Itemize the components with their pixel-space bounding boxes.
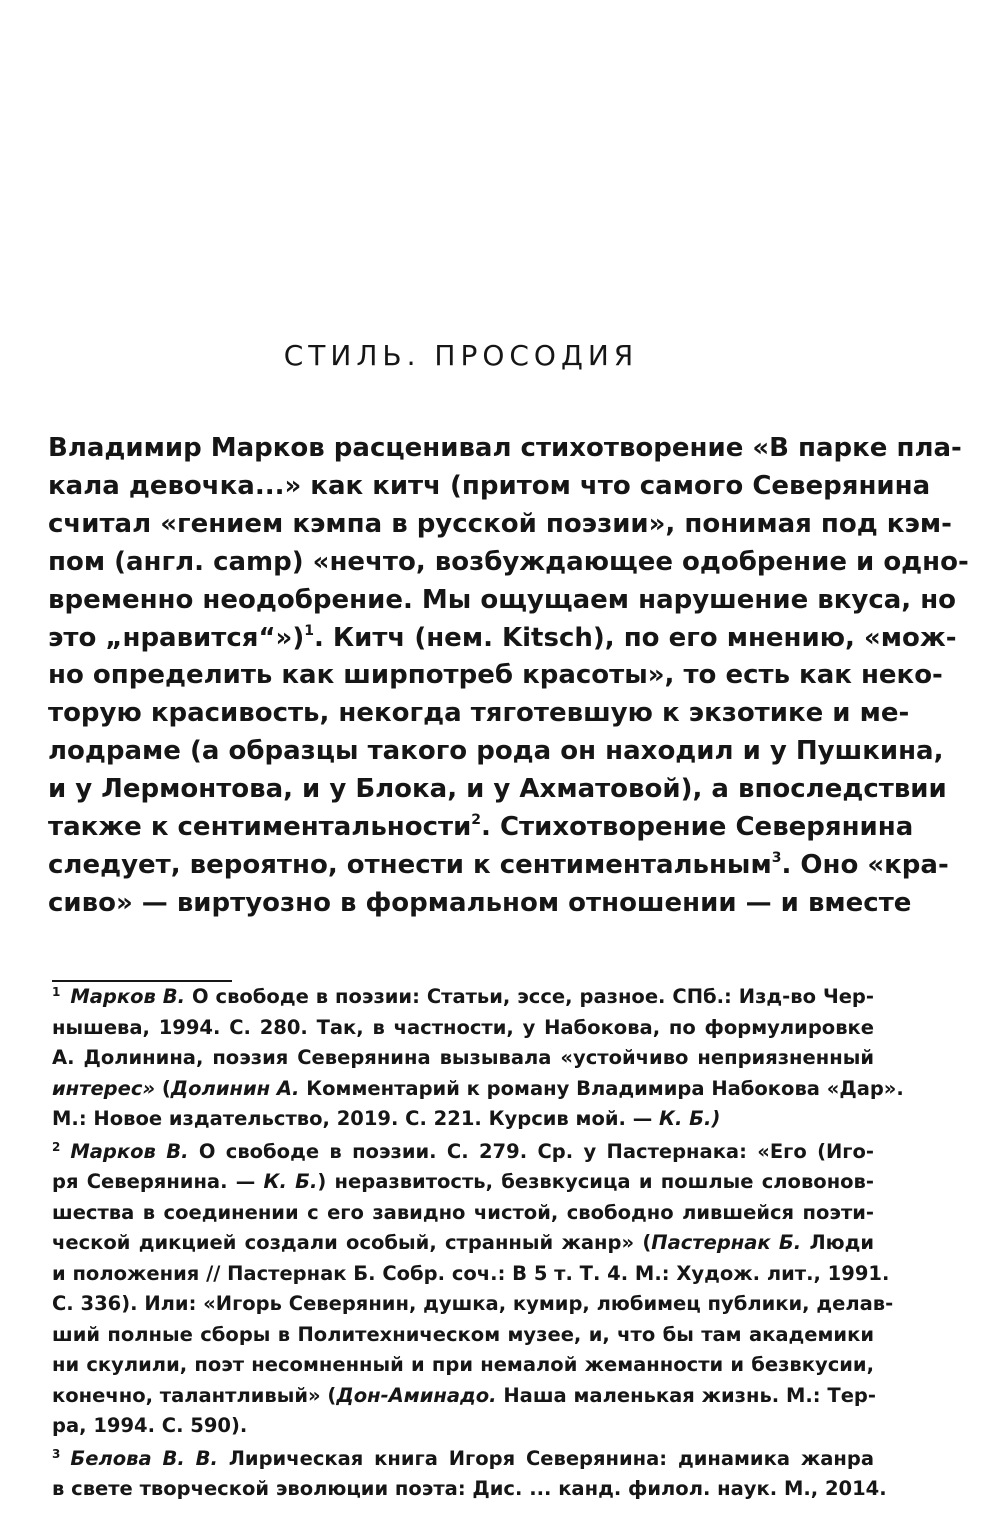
footnote-line: С. 336). Или: «Игорь Северянин, душка, кумир, любимец публики, делав- — [52, 1292, 894, 1315]
footnote-line: шества в соединении с его завидно чистой, свободно лившейся поэти- — [52, 1200, 874, 1224]
footnote-line: интерес» (Долинин А. Комментарий к роману Владимира Набокова «Дар». — [52, 1076, 904, 1100]
body-line: временно неодобрение. Мы ощущаем нарушение вкуса, но — [48, 584, 957, 615]
footnote-line: А. Долинина, поэзия Северянина вызывала «устойчиво неприязненный — [52, 1046, 874, 1069]
main-text — [48, 430, 969, 923]
body-line: но определить как ширпотреб красоты», то есть как неко- — [48, 660, 943, 691]
footnote-number: 3 — [52, 1446, 61, 1461]
footnote-line: М.: Новое издательство, 2019. С. 221. Курсив мой. — К. Б.) — [52, 1107, 721, 1130]
footnote-line: ший полные сборы в Политехническом музее, и, что бы там академики — [52, 1322, 874, 1346]
footnote-line: ни скулили, поэт несомненный и при немалой жеманности и безвкусии, — [52, 1353, 874, 1376]
footnote-line: и положения // Пастернак Б. Собр. соч.: В 5 т. Т. 4. М.: Худож. лит., 1991. — [52, 1261, 890, 1285]
footnote-line: ческой дикцией создали особый, странный жанр» (Пастернак Б. Люди — [52, 1231, 875, 1254]
body-line: и у Лермонтова, и у Блока, и у Ахматовой), а впоследствии — [48, 774, 947, 805]
body-line: торую красивость, некогда тяготевшую к экзотике и ме- — [48, 698, 910, 729]
footnote-number: 2 — [52, 1139, 61, 1154]
footnote-line: $^2$ Марков В. О свободе в поэзии. С. 279. Ср. у Пастернака: «Его (Иго- — [52, 1139, 874, 1163]
footnote-line: нышева, 1994. С. 280. Так, в частности, у Набокова, по формулировке — [52, 1015, 874, 1039]
body-line: это „нравится“»)$^1$. Китч (нем. Kitsch), по его мнению, «мож- — [48, 622, 957, 653]
body-line: кала девочка...» как китч (притом что самого Северянина — [48, 470, 931, 501]
footnote-line: $^1$ Марков В. О свободе в поэзии: Статьи, эссе, разное. СПб.: Изд-во Чер- — [52, 985, 874, 1008]
footnotes — [52, 982, 904, 1505]
footnote-1 — [52, 982, 904, 1135]
body-line: сиво» — виртуозно в формальном отношении — и вместе — [48, 887, 912, 918]
footnote-ref[interactable]: 2 — [471, 812, 482, 829]
body-line: Владимир Марков расценивал стихотворение «В парке пла- — [48, 433, 962, 463]
chapter-title: СТИЛЬ. ПРОСОДИЯ — [283, 338, 639, 372]
body-line: пом (англ. camp) «нечто, возбуждающее одобрение и одно- — [48, 546, 969, 577]
footnote-line: в свете творческой эволюции поэта: Дис. ... канд. филол. наук. М., 2014. — [52, 1477, 887, 1500]
footnote-2 — [52, 1137, 894, 1442]
footnote-ref[interactable]: 3 — [771, 849, 782, 866]
footnote-number: 1 — [52, 985, 61, 999]
footnote-line: ря Северянина. — К. Б.) неразвитость, безвкусица и пошлые словонов- — [52, 1170, 874, 1193]
body-line: лодраме (а образцы такого рода он находил и у Пушкина, — [48, 736, 944, 767]
body-line: также к сентиментальности$^2$. Стихотворение Северянина — [48, 812, 914, 843]
footnote-line: конечно, талантливый» (Дон-Аминадо. Наша маленькая жизнь. М.: Тер- — [52, 1383, 876, 1407]
footnote-line: $^3$ Белова В. В. Лирическая книга Игоря Северянина: динамика жанра — [52, 1446, 874, 1470]
footnote-line: ра, 1994. С. 590). — [52, 1414, 248, 1437]
body-line: считал «гением кэмпа в русской поэзии», понимая под кэм- — [48, 508, 952, 539]
footnote-ref[interactable]: 1 — [304, 622, 314, 639]
body-line: следует, вероятно, отнести к сентиментальным$^3$. Оно «кра- — [48, 849, 949, 880]
footnote-3 — [52, 1444, 887, 1505]
